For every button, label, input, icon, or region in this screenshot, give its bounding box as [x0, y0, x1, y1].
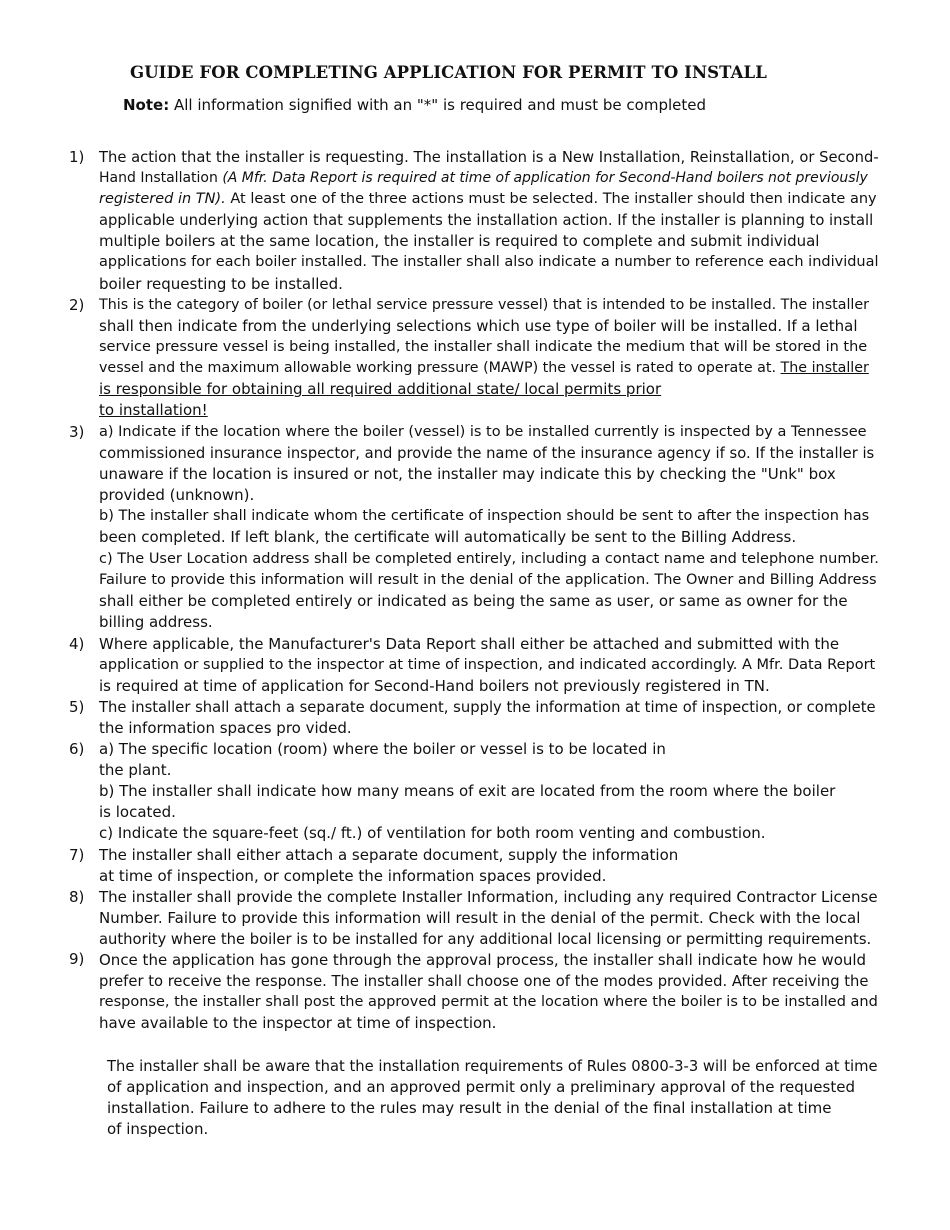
item-line: is located. [99, 803, 176, 822]
closing-paragraph [107, 1056, 878, 1140]
item-line: applications for each boiler installed. The installer shall also indicate a number to reference each individual [99, 254, 879, 271]
italic-note: registered in TN). [99, 191, 226, 208]
item-line [99, 168, 879, 189]
item-line: c) The User Location address shall be completed entirely, including a contact name and telephone number. [99, 550, 879, 567]
required-note [123, 96, 706, 114]
item-line: shall then indicate from the underlying selections which use type of boiler will be installed. If a lethal [99, 317, 858, 336]
item-line: provided (unknown). [99, 486, 255, 505]
italic-note: (A Mfr. Data Report is required at time of application for Second-Hand boilers not previously [222, 170, 868, 187]
item-number: 7) [69, 846, 85, 864]
item-line [99, 358, 879, 379]
item-line: boiler requesting to be installed. [99, 274, 343, 293]
item-line: response, the installer shall post the approved permit at the location where the boiler is to be installed and [99, 994, 878, 1011]
item-line: authority where the boiler is to be installed for any additional local licensing or permitting requirements. [99, 931, 872, 949]
item-number: 3) [69, 423, 85, 441]
closing-line: of application and inspection, and an approved permit only a preliminary approval of the requested [107, 1078, 855, 1097]
item-number: 1) [69, 148, 85, 166]
item-body [99, 845, 879, 887]
item-line: The installer shall attach a separate document, supply the information at time of inspection, or complete [99, 699, 876, 716]
item-line: billing address. [99, 612, 213, 631]
note-label: Note: [123, 96, 170, 114]
item-line: multiple boilers at the same location, the installer is required to complete and submit individual [99, 232, 820, 251]
closing-line: of inspection. [107, 1120, 209, 1139]
item-line: unaware if the location is insured or not, the installer may indicate this by checking the "Unk" box [99, 465, 836, 484]
item-line: service pressure vessel is being installed, the installer shall indicate the medium that will be stored in the [99, 339, 868, 356]
page-title: GUIDE FOR COMPLETING APPLICATION FOR PERMIT TO INSTALL [130, 63, 767, 82]
item-line: This is the category of boiler (or lethal service pressure vessel) that is intended to be installed. The installer [99, 297, 869, 313]
item-line: been completed. If left blank, the certificate will automatically be sent to the Billing Address. [99, 528, 797, 547]
item-number: 5) [69, 698, 85, 716]
item-line: applicable underlying action that supplements the installation action. If the installer is planning to install [99, 212, 874, 230]
item-body [99, 887, 879, 950]
item-line: the information spaces pro vided. [99, 719, 352, 738]
underlined-warning: is responsible for obtaining all required additional state/ local permits prior [99, 380, 662, 399]
item-line: commissioned insurance inspector, and provide the name of the insurance agency if so. If the installer is [99, 445, 875, 463]
underlined-warning: to installation! [99, 401, 208, 420]
closing-line: The installer shall be aware that the installation requirements of Rules 0800-3-3 will be enforced at time [107, 1058, 878, 1075]
item-text: vessel and the maximum allowable working pressure (MAWP) the vessel is rated to operate at. [99, 360, 777, 377]
item-body [99, 739, 879, 844]
item-number: 9) [69, 950, 85, 968]
item-line [99, 189, 879, 210]
item-line: a) The specific location (room) where the boiler or vessel is to be located in [99, 740, 666, 758]
item-line: shall either be completed entirely or indicated as being the same as user, or same as owner for the [99, 591, 848, 610]
item-body [99, 147, 879, 295]
item-body [99, 697, 879, 739]
item-text: Hand Installation [99, 170, 218, 187]
item-line: The installer shall either attach a separate document, supply the information [99, 846, 679, 864]
item-number: 8) [69, 888, 85, 906]
item-number: 2) [69, 296, 85, 314]
closing-line: installation. Failure to adhere to the rules may result in the denial of the final installation at time [107, 1099, 832, 1118]
item-number: 4) [69, 635, 85, 653]
item-line: application or supplied to the inspector at time of inspection, and indicated accordingly. A Mfr. Data Report [99, 657, 876, 674]
item-line: prefer to receive the response. The installer shall choose one of the modes provided. After receiving the [99, 973, 869, 991]
item-body [99, 422, 879, 633]
item-body [99, 950, 879, 1034]
item-body [99, 295, 879, 422]
underlined-warning: The installer [780, 360, 869, 377]
item-line: Number. Failure to provide this information will result in the denial of the permit. Check with the local [99, 909, 861, 928]
item-line: Failure to provide this information will result in the denial of the application. The Owner and Billing Address [99, 571, 877, 588]
item-line: The installer shall provide the complete Installer Information, including any required Contractor License [99, 888, 878, 906]
item-line: at time of inspection, or complete the information spaces provided. [99, 867, 607, 886]
item-line: b) The installer shall indicate whom the certificate of inspection should be sent to after the inspection has [99, 508, 870, 525]
note-text: All information signified with an "*" is required and must be completed [173, 96, 707, 114]
item-body [99, 634, 879, 697]
item-line: Where applicable, the Manufacturer's Data Report shall either be attached and submitted with the [99, 635, 840, 653]
item-line: c) Indicate the square-feet (sq./ ft.) of ventilation for both room venting and combustion. [99, 824, 766, 843]
item-line: The action that the installer is requesting. The installation is a New Installation, Reinstallation, or Second- [99, 149, 879, 166]
item-line: a) Indicate if the location where the boiler (vessel) is to be installed currently is inspected by a Tennessee [99, 424, 867, 440]
item-line: b) The installer shall indicate how many means of exit are located from the room where the boiler [99, 782, 836, 801]
item-line: the plant. [99, 761, 172, 780]
item-line: Once the application has gone through the approval process, the installer shall indicate how he would [99, 951, 867, 969]
item-number: 6) [69, 740, 85, 758]
item-line: have available to the inspector at time of inspection. [99, 1014, 497, 1033]
item-text: At least one of the three actions must be selected. The installer should then indicate any [230, 191, 877, 208]
item-line: is required at time of application for Second-Hand boilers not previously registered in TN. [99, 677, 770, 696]
